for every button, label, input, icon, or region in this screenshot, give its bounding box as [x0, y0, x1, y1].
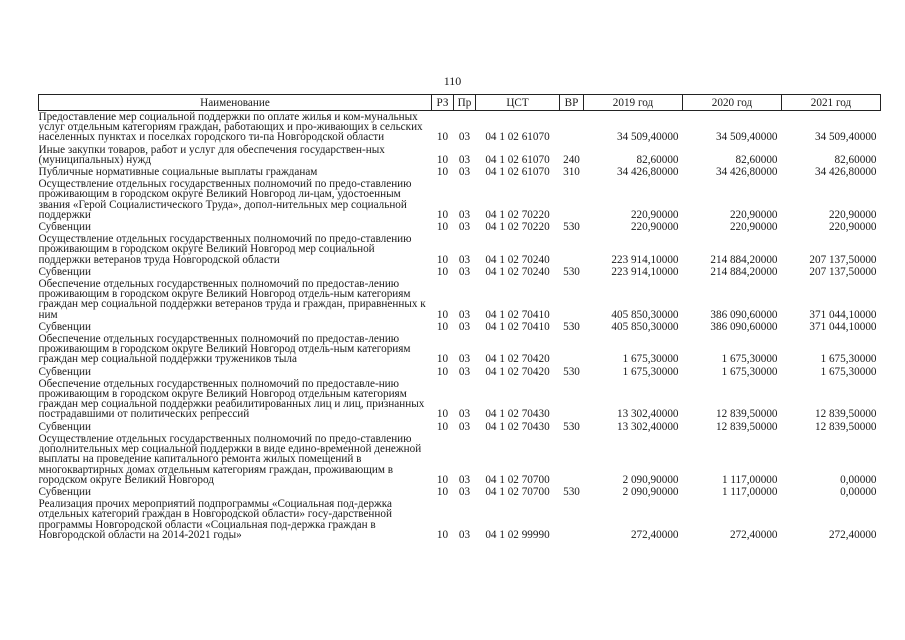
row-rz-cell: 10	[436, 320, 449, 333]
row-cst-cell: 04 1 02 70430	[485, 420, 550, 433]
row-2019-value: 405 850,30000	[611, 308, 679, 321]
row-2021-value: 12 839,50000	[814, 408, 877, 421]
row-vr-cell: 530	[563, 221, 580, 234]
row-cst-cell: 04 1 02 70240	[485, 265, 550, 278]
row-vr-cell	[560, 433, 584, 486]
row-2020-value: 220,90000	[729, 208, 778, 221]
row-pr-cell: 03	[458, 265, 471, 278]
row-pr-cell: 03	[458, 253, 471, 266]
row-pr-cell: 03	[458, 353, 471, 366]
row-vr-cell: 530	[563, 420, 580, 433]
row-vr-cell	[560, 111, 584, 144]
row-pr-cell: 03	[458, 365, 471, 378]
row-name-cell: Субвенции	[38, 320, 91, 333]
row-rz-cell: 10	[436, 265, 449, 278]
row-cst-cell: 04 1 02 70240	[485, 253, 550, 266]
row-2019-value: 220,90000	[630, 208, 679, 221]
row-name-cell: Субвенции	[38, 485, 91, 498]
row-cst-cell: 04 1 02 70410	[485, 308, 550, 321]
table-header-row	[39, 95, 881, 111]
row-pr-cell: 03	[458, 131, 471, 144]
row-rz-cell: 10	[436, 485, 449, 498]
table-body	[39, 111, 881, 541]
row-vr-cell: 310	[563, 166, 580, 179]
row-rz-cell: 10	[436, 528, 449, 541]
row-vr-cell: 240	[563, 153, 580, 166]
row-2020-value: 386 090,60000	[710, 308, 778, 321]
row-2021-value: 220,90000	[828, 208, 877, 221]
row-name-cell: Субвенции	[38, 265, 91, 278]
row-2020-value: 214 884,20000	[710, 265, 778, 278]
row-vr-cell	[560, 233, 584, 266]
row-2021-value: 34 509,40000	[814, 131, 877, 144]
table-row	[39, 233, 881, 266]
row-2019-value: 13 302,40000	[616, 408, 679, 421]
row-rz-cell: 10	[436, 253, 449, 266]
row-name-cell: Иные закупки товаров, работ и услуг для обеспечения государствен-ных (муниципальных) нужд	[38, 143, 385, 166]
row-2020-value: 82,60000	[735, 153, 778, 166]
table-row	[39, 266, 881, 278]
row-2019-value: 272,40000	[630, 528, 679, 541]
row-name-cell: Осуществление отдельных государственных полномочий по предо-ставлению проживающим в городском округе Великий Новгород мер социальной поддержки ветеранов труда Новгородской области	[38, 233, 412, 266]
row-cst-cell: 04 1 02 70430	[485, 408, 550, 421]
row-name-cell: Обеспечение отдельных государственных полномочий по предостав-лению проживающим в городском округе Великий Новгород отдель-ным категориям граждан мер социальной поддержки ветеранов труда и граждан, приравненных к ним	[38, 278, 426, 321]
row-rz-cell: 10	[436, 365, 449, 378]
row-2019-value: 1 675,30000	[622, 353, 679, 366]
table-row	[39, 111, 881, 144]
table-row	[39, 278, 881, 321]
row-2020-value: 214 884,20000	[710, 253, 778, 266]
row-2021-value: 12 839,50000	[814, 420, 877, 433]
row-vr-cell: 530	[563, 320, 580, 333]
table-row	[39, 498, 881, 541]
row-name-cell: Осуществление отдельных государственных полномочий по предо-ставлению дополнительных мер социальной поддержки в виде едино-временной денежной выплаты на проведение капитального ремонта жилых помещений в многоквартирных домах отдельным категориям граждан, проживающим в городском округе Великий Новгород	[38, 432, 422, 486]
table-row	[39, 333, 881, 366]
row-pr-cell: 03	[458, 221, 471, 234]
row-2019-value: 223 914,10000	[611, 265, 679, 278]
row-2019-value: 223 914,10000	[611, 253, 679, 266]
row-2020-value: 272,40000	[729, 528, 778, 541]
row-cst-cell: 04 1 02 99990	[485, 528, 550, 541]
column-header-2020: 2020 год	[683, 95, 782, 111]
row-pr-cell: 03	[458, 308, 471, 321]
table-row	[39, 433, 881, 486]
row-pr-cell: 03	[458, 528, 471, 541]
row-cst-cell: 04 1 02 61070	[485, 166, 550, 179]
row-2021-value: 371 044,10000	[809, 308, 877, 321]
row-2020-value: 386 090,60000	[710, 320, 778, 333]
row-2020-value: 34 509,40000	[715, 131, 778, 144]
row-rz-cell: 10	[436, 473, 449, 486]
page-number: 110	[443, 74, 462, 88]
row-name-cell: Публичные нормативные социальные выплаты гражданам	[38, 166, 318, 179]
row-2020-value: 1 117,00000	[721, 473, 778, 486]
row-2021-value: 207 137,50000	[809, 253, 877, 266]
column-header-name: Наименование	[39, 95, 432, 111]
row-rz-cell: 10	[436, 308, 449, 321]
budget-table	[38, 94, 881, 541]
row-vr-cell	[560, 178, 584, 221]
row-2020-value: 34 426,80000	[715, 166, 778, 179]
row-2021-value: 34 426,80000	[814, 166, 877, 179]
row-cst-cell: 04 1 02 70420	[485, 365, 550, 378]
row-2019-value: 2 090,90000	[622, 485, 679, 498]
row-2020-value: 220,90000	[729, 221, 778, 234]
row-pr-cell: 03	[458, 153, 471, 166]
row-2019-value: 34 426,80000	[616, 166, 679, 179]
row-2019-value: 2 090,90000	[622, 473, 679, 486]
table-row	[39, 178, 881, 221]
row-name-cell: Субвенции	[38, 365, 91, 378]
row-pr-cell: 03	[458, 320, 471, 333]
column-header-2021: 2021 год	[782, 95, 881, 111]
row-rz-cell: 10	[436, 408, 449, 421]
row-pr-cell: 03	[458, 208, 471, 221]
row-2019-value: 220,90000	[630, 221, 679, 234]
row-vr-cell: 530	[563, 485, 580, 498]
row-name-cell: Обеспечение отдельных государственных полномочий по предоставле-нию проживающим в городском округе Великий Новгород отдельным категориям граждан мер социальной поддержки реабилитированных лиц и лиц, признанных пострадавшими от политических репрессий	[38, 377, 425, 421]
row-cst-cell: 04 1 02 61070	[485, 131, 550, 144]
row-rz-cell: 10	[436, 353, 449, 366]
row-2021-value: 0,00000	[840, 473, 877, 486]
row-2020-value: 12 839,50000	[715, 408, 778, 421]
row-rz-cell: 10	[436, 221, 449, 234]
row-2021-value: 371 044,10000	[809, 320, 877, 333]
row-vr-cell: 530	[563, 265, 580, 278]
row-pr-cell: 03	[458, 166, 471, 179]
row-2021-value: 0,00000	[840, 485, 877, 498]
row-cst-cell: 04 1 02 61070	[485, 153, 550, 166]
row-rz-cell: 10	[436, 208, 449, 221]
row-cst-cell: 04 1 02 70220	[485, 208, 550, 221]
row-pr-cell: 03	[458, 485, 471, 498]
row-name-cell: Обеспечение отдельных государственных полномочий по предостав-лению проживающим в городском округе Великий Новгород отдель-ным категориям граждан мер социальной поддержки тружеников тыла	[38, 333, 411, 366]
row-2021-value: 207 137,50000	[809, 265, 877, 278]
row-vr-cell	[560, 278, 584, 321]
row-cst-cell: 04 1 02 70420	[485, 353, 550, 366]
row-vr-cell	[560, 378, 584, 421]
row-name-cell: Предоставление мер социальной поддержки по оплате жилья и ком-мунальных услуг отдельным категориям граждан, работающих и про-живающих в сельских населенных пунктах и поселках городского ти-па Новгородской области	[38, 111, 423, 144]
row-name-cell: Субвенции	[38, 221, 91, 234]
row-2020-value: 1 675,30000	[721, 353, 778, 366]
table-row	[39, 166, 881, 178]
row-2020-value: 1 675,30000	[721, 365, 778, 378]
row-2019-value: 82,60000	[636, 153, 679, 166]
column-header-cst: ЦСТ	[476, 95, 560, 111]
row-cst-cell: 04 1 02 70700	[485, 485, 550, 498]
row-rz-cell: 10	[436, 420, 449, 433]
row-vr-cell: 530	[563, 365, 580, 378]
row-name-cell: Осуществление отдельных государственных полномочий по предо-ставлению проживающим в городском округе Великий Новгород ли-цам, удостоенным звания «Герой Социалистического Труда», допол-нительных мер социальной поддержки	[38, 178, 412, 221]
row-2019-value: 13 302,40000	[616, 420, 679, 433]
row-cst-cell: 04 1 02 70700	[485, 473, 550, 486]
table-row	[39, 366, 881, 378]
table-row	[39, 144, 881, 166]
row-rz-cell: 10	[436, 153, 449, 166]
row-name-cell: Реализация прочих мероприятий подпрограммы «Социальная под-держка отдельных категорий граждан в Новгородской области» госу-дарственной программы Новгородской области «Социальная под-держка граждан в Новгородской области на 2014-2021 годы»	[38, 498, 393, 541]
row-pr-cell: 03	[458, 473, 471, 486]
row-pr-cell: 03	[458, 420, 471, 433]
column-header-vr: ВР	[560, 95, 584, 111]
table-row	[39, 321, 881, 333]
row-2021-value: 1 675,30000	[820, 353, 877, 366]
row-name-cell: Субвенции	[38, 420, 91, 433]
row-2019-value: 1 675,30000	[622, 365, 679, 378]
row-pr-cell: 03	[458, 408, 471, 421]
table-row	[39, 221, 881, 233]
row-2021-value: 1 675,30000	[820, 365, 877, 378]
row-2021-value: 82,60000	[834, 153, 877, 166]
column-header-pr: Пр	[454, 95, 476, 111]
table-row	[39, 378, 881, 421]
row-2019-value: 405 850,30000	[611, 320, 679, 333]
row-cst-cell: 04 1 02 70220	[485, 221, 550, 234]
row-2020-value: 12 839,50000	[715, 420, 778, 433]
row-2021-value: 272,40000	[828, 528, 877, 541]
row-cst-cell: 04 1 02 70410	[485, 320, 550, 333]
row-vr-cell	[560, 333, 584, 366]
column-header-rz: РЗ	[432, 95, 454, 111]
table-row	[39, 486, 881, 498]
row-rz-cell: 10	[436, 131, 449, 144]
row-rz-cell: 10	[436, 166, 449, 179]
row-2019-value: 34 509,40000	[616, 131, 679, 144]
row-2020-value: 1 117,00000	[721, 485, 778, 498]
column-header-2019: 2019 год	[584, 95, 683, 111]
table-row	[39, 421, 881, 433]
row-vr-cell	[560, 498, 584, 541]
row-2021-value: 220,90000	[828, 221, 877, 234]
